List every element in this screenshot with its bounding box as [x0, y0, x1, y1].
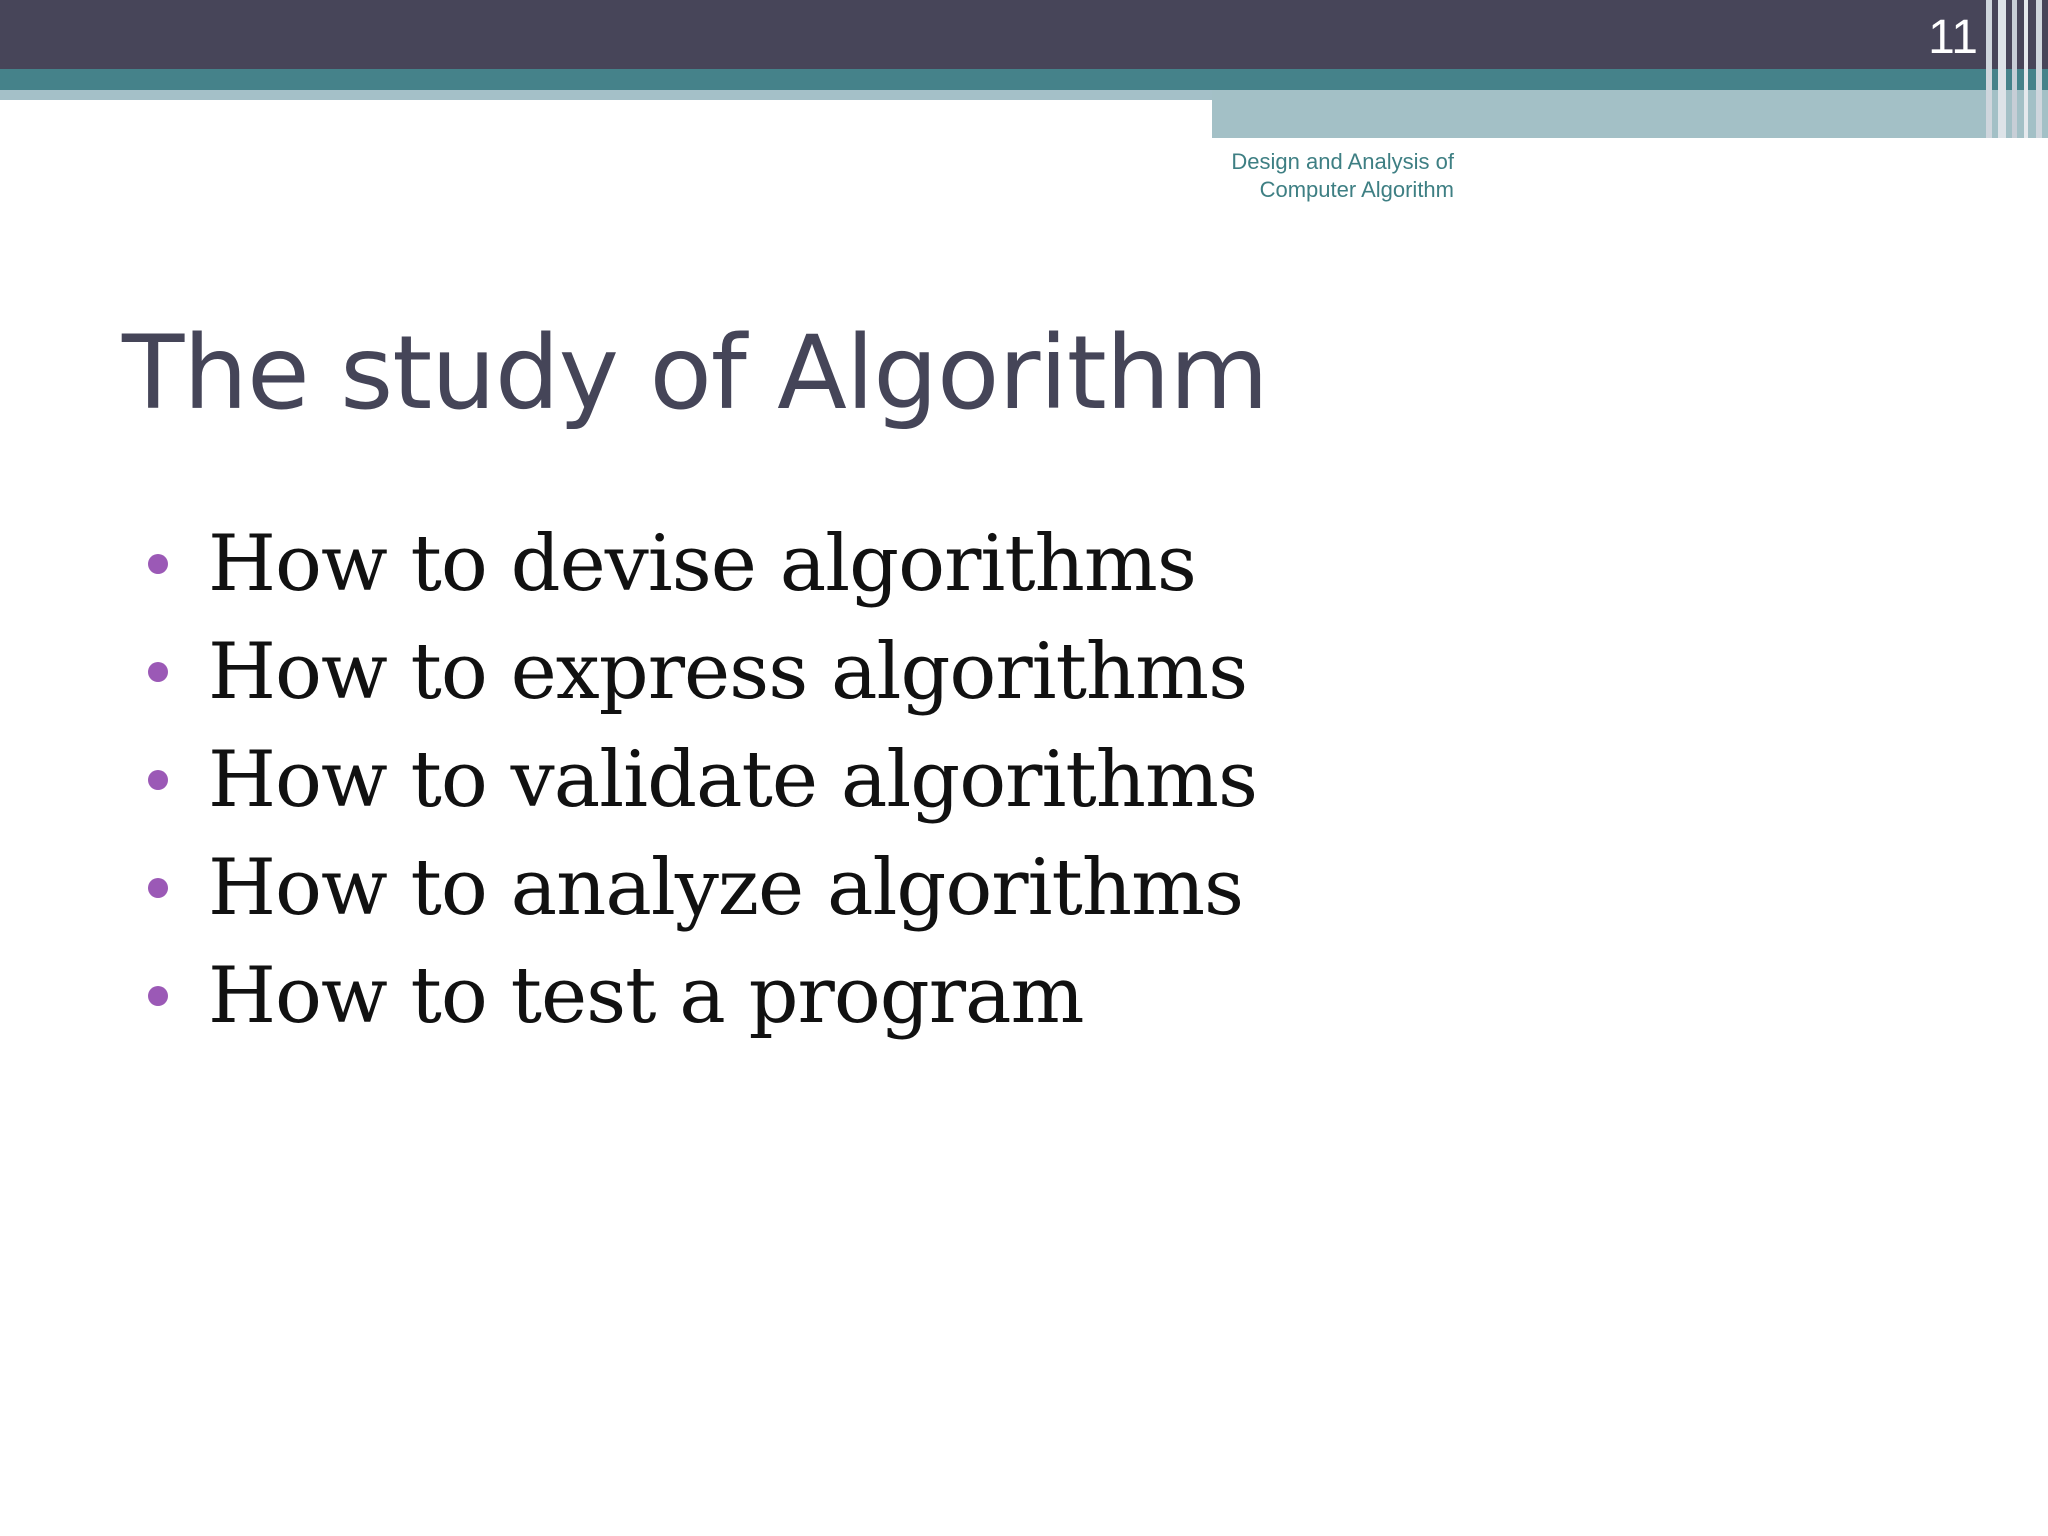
decorative-stripe — [2024, 0, 2028, 138]
bullet-icon — [148, 662, 168, 682]
list-item — [148, 834, 1257, 942]
course-title-line: Design and Analysis of — [1231, 149, 1454, 174]
slide-title: The study of Algorithm — [122, 314, 1268, 433]
decorative-stripe — [2036, 0, 2042, 138]
course-title — [1190, 148, 1454, 204]
decorative-stripe — [1986, 0, 1992, 138]
bullet-text: How to validate algorithms — [208, 735, 1257, 825]
bullet-text: How to test a program — [208, 951, 1084, 1041]
header-accent-band — [0, 69, 2048, 90]
list-item — [148, 618, 1257, 726]
list-item — [148, 942, 1257, 1050]
list-item — [148, 726, 1257, 834]
header-light-band-left — [0, 90, 1212, 100]
bullet-text: How to express algorithms — [208, 627, 1248, 717]
list-item — [148, 510, 1257, 618]
page-number: 11 — [1928, 11, 1978, 64]
bullet-text: How to devise algorithms — [208, 519, 1196, 609]
header-bar — [0, 0, 2048, 69]
bullet-icon — [148, 770, 168, 790]
bullet-icon — [148, 986, 168, 1006]
decorative-stripe — [2012, 0, 2017, 138]
decorative-stripe — [1998, 0, 2006, 138]
bullet-text: How to analyze algorithms — [208, 843, 1244, 933]
bullet-icon — [148, 554, 168, 574]
bullet-icon — [148, 878, 168, 898]
header-light-band-right — [1212, 90, 2048, 138]
bullet-list — [148, 510, 1257, 1050]
course-title-line: Computer Algorithm — [1259, 177, 1454, 202]
